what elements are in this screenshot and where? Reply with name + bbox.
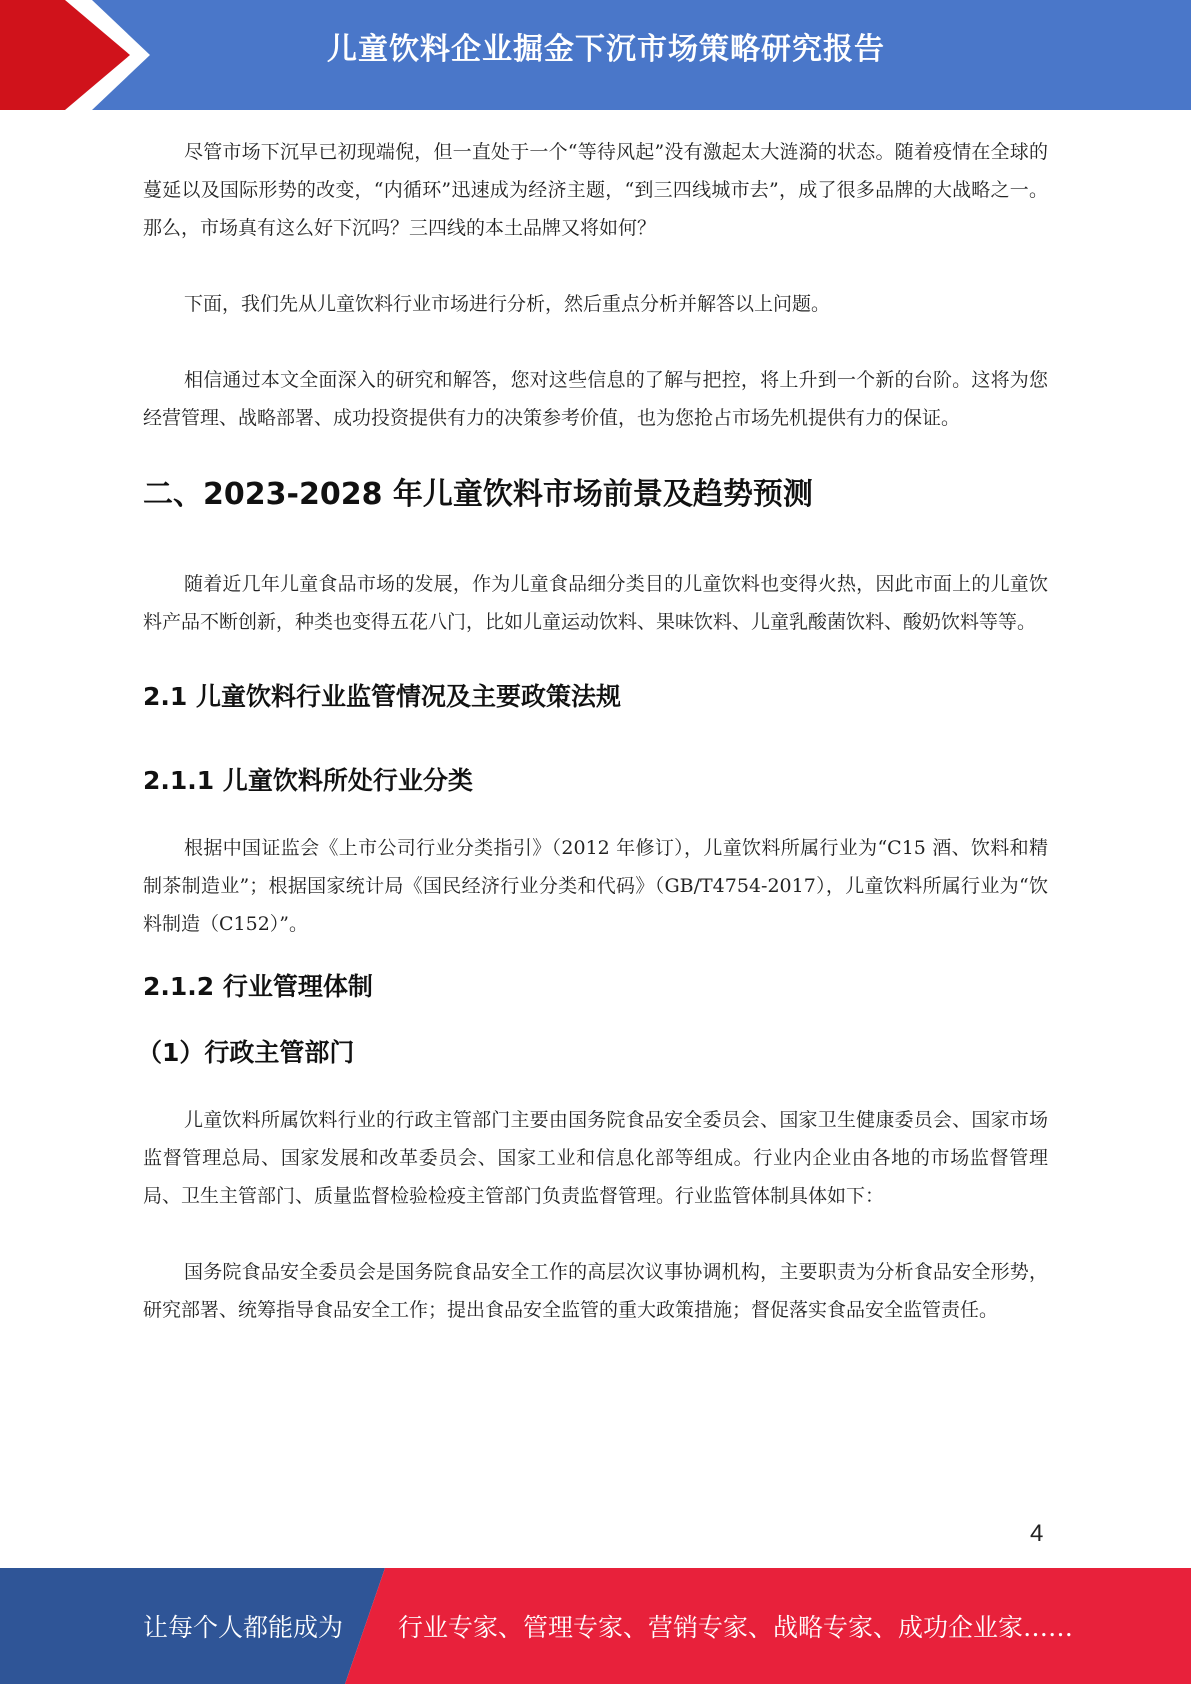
intro-paragraph: 尽管市场下沉早已初现端倪，但一直处于一个“等待风起”没有激起太大涟漪的状态。随着疫情在全球的蔓延以及国际形势的改变，“内循环”迅速成为经济主题，“到三四线城市去”，成了很多品牌的大战略之一。那么，市场真有这么好下沉吗？三四线的本土品牌又将如何？ <box>143 141 1048 239</box>
department-heading: （1）行政主管部门 <box>137 1038 355 1067</box>
header-title: 儿童饮料企业掘金下沉市场策略研究报告 <box>327 32 885 67</box>
committee-paragraph: 国务院食品安全委员会是国务院食品安全工作的高层次议事协调机构，主要职责为分析食品安全形势，研究部署、统筹指导食品安全工作；提出食品安全监管的重大政策措施；督促落实食品安全监管责任。 <box>143 1261 1048 1321</box>
page-number: 4 <box>1030 1520 1044 1547</box>
section-heading: 二、2023-2028 年儿童饮料市场前景及趋势预测 <box>143 477 813 512</box>
value-paragraph: 相信通过本文全面深入的研究和解答，您对这些信息的了解与把控，将上升到一个新的台阶。这将为您经营管理、战略部署、成功投资提供有力的决策参考价值，也为您抢占市场先机提供有力的保证。 <box>143 369 1048 429</box>
page-header <box>0 0 1191 110</box>
analysis-paragraph: 下面，我们先从儿童饮料行业市场进行分析，然后重点分析并解答以上问题。 <box>184 293 831 315</box>
document-body <box>137 133 1048 1367</box>
subsection-heading: 2.1 儿童饮料行业监管情况及主要政策法规 <box>143 682 621 711</box>
department-paragraph: 儿童饮料所属饮料行业的行政主管部门主要由国务院食品安全委员会、国家卫生健康委员会、国家市场监督管理总局、国家发展和改革委员会、国家工业和信息化部等组成。行业内企业由各地的市场监督管理局、卫生主管部门、质量监督检验检疫主管部门负责监督管理。行业监管体制具体如下： <box>143 1109 1048 1207</box>
footer-slogan-left: 让每个人都能成为 <box>143 1613 344 1642</box>
management-heading: 2.1.2 行业管理体制 <box>143 972 373 1001</box>
market-paragraph: 随着近几年儿童食品市场的发展，作为儿童食品细分类目的儿童饮料也变得火热，因此市面上的儿童饮料产品不断创新，种类也变得五花八门，比如儿童运动饮料、果味饮料、儿童乳酸菌饮料、酸奶饮料等等。 <box>143 573 1048 633</box>
footer-slogan-right: 行业专家、管理专家、营销专家、战略专家、成功企业家…… <box>398 1613 1074 1642</box>
classification-paragraph: 根据中国证监会《上市公司行业分类指引》（2012 年修订），儿童饮料所属行业为“C15 酒、饮料和精制茶制造业”；根据国家统计局《国民经济行业分类和代码》（GB/T4754-2017），儿童饮料所属行业为“饮料制造（C152）”。 <box>143 837 1048 935</box>
page-footer <box>0 1568 1191 1684</box>
classification-heading: 2.1.1 儿童饮料所处行业分类 <box>143 766 473 795</box>
